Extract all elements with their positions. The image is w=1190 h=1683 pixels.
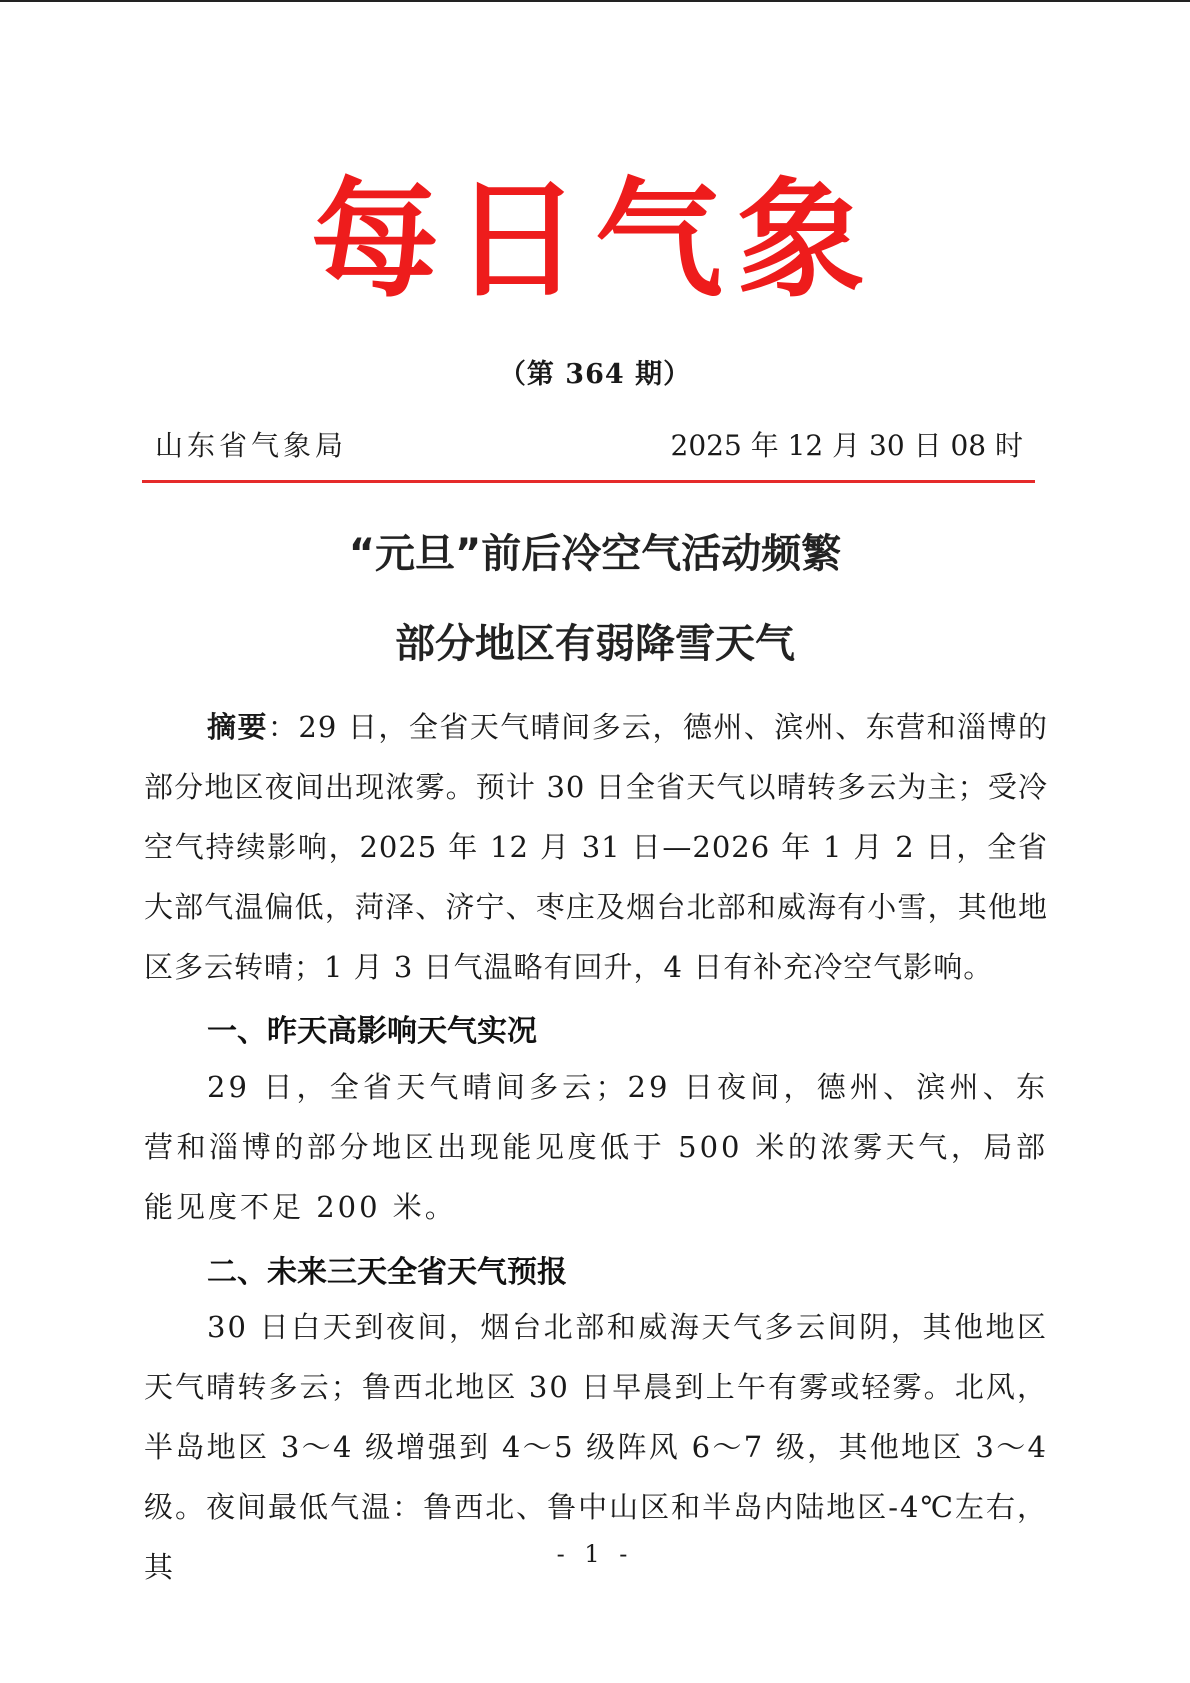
- section-1-body: 29 日，全省天气晴间多云；29 日夜间，德州、滨州、东营和淄博的部分地区出现能见度低于 500 米的浓雾天气，局部能见度不足 200 米。: [144, 1070, 1048, 1224]
- section-2-title: 二、未来三天全省天气预报: [207, 1255, 567, 1290]
- issuing-organization: 山东省气象局: [155, 429, 348, 462]
- issue-number: （第 364 期）: [498, 359, 692, 390]
- header-divider: [142, 480, 1035, 483]
- headline-line-2: 部分地区有弱降雪天气: [395, 621, 795, 667]
- summary-paragraph: [144, 697, 1048, 997]
- headline-line-1: “元旦”前后冷空气活动频繁: [348, 531, 842, 577]
- page-number: - 1 -: [556, 1540, 634, 1568]
- section-1-title: 一、昨天高影响天气实况: [207, 1014, 537, 1049]
- summary-label: 摘要: [207, 710, 268, 744]
- issue-date: 2025 年 12 月 30 日 08 时: [670, 429, 1023, 462]
- summary-text: ：29 日，全省天气晴间多云，德州、滨州、东营和淄博的部分地区夜间出现浓雾。预计 30 日全省天气以晴转多云为主；受冷空气持续影响，2025 年 12 月 31 日—2026 年 1 月 2 日，全省大部气温偏低，菏泽、济宁、枣庄及烟台北部和威海有小雪，其他地区多云转晴；1 月 3 日气温略有回升，4 日有补充冷空气影响。: [144, 710, 1048, 984]
- masthead-title: 每日气象: [310, 165, 879, 315]
- top-border: [0, 0, 1190, 2]
- section-2-body: 30 日白天到夜间，烟台北部和威海天气多云间阴，其他地区天气晴转多云；鲁西北地区 30 日早晨到上午有雾或轻雾。北风，半岛地区 3～4 级增强到 4～5 级阵风 6～7 级，其他地区 3～4 级。夜间最低气温：鲁西北、鲁中山区和半岛内陆地区-4℃左右，其: [144, 1310, 1048, 1584]
